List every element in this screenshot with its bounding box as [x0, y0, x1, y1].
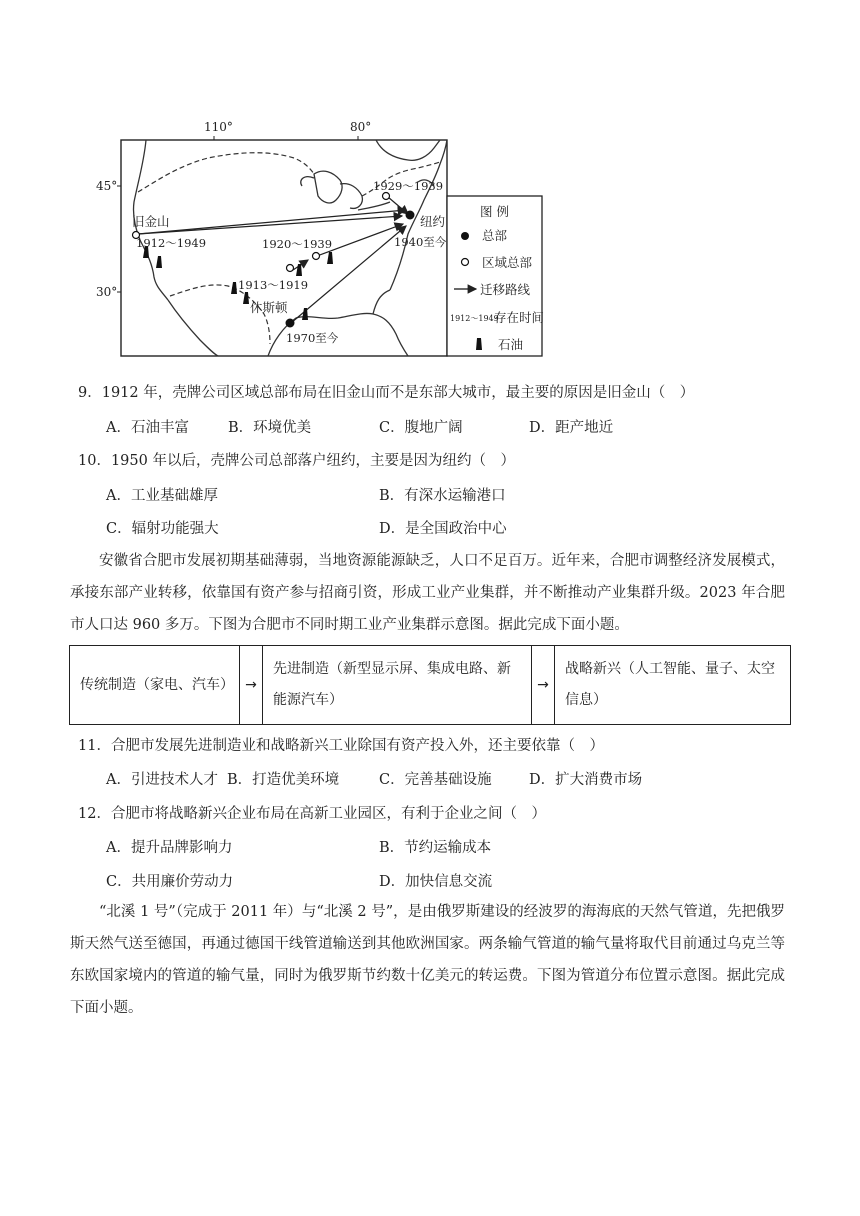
question-10-stem: 10．1950 年以后，壳牌公司总部落户纽约，主要是因为纽约（ ） [78, 453, 515, 469]
label-ne-period: 1929～1939 [373, 179, 444, 193]
q11-option-d[interactable]: D．扩大消费市场 [529, 772, 643, 788]
q10-option-c[interactable]: C．辐射功能强大 [106, 521, 219, 537]
label-mid1-period: 1920～1939 [262, 237, 333, 251]
flow-stage-strategic: 战略新兴（人工智能、量子、太空信息） [555, 646, 791, 725]
question-11-stem: 11．合肥市发展先进制造业和战略新兴工业除国有资产投入外，还主要依靠（ ） [78, 738, 604, 754]
question-9-stem: 9．1912 年，壳牌公司区域总部布局在旧金山而不是东部大城市，最主要的原因是旧金山（ ） [78, 385, 695, 401]
q9-option-c[interactable]: C．腹地广阔 [379, 420, 463, 436]
q9-option-d[interactable]: D．距产地近 [529, 420, 614, 436]
hq-newyork-marker [406, 211, 415, 220]
legend-oil-icon [476, 338, 482, 350]
q11-option-c[interactable]: C．完善基础设施 [379, 772, 492, 788]
regional-mid2-marker [313, 253, 320, 260]
hq-houston-marker [286, 319, 295, 328]
q10-option-b[interactable]: B．有深水运输港口 [379, 488, 506, 504]
legend-time-sample: 1912～1949 [450, 314, 499, 323]
regional-mid-marker [287, 265, 294, 272]
lat-label-30: 30° [96, 285, 118, 299]
q12-option-a[interactable]: A．提升品牌影响力 [106, 840, 233, 856]
label-ny: 纽约 [420, 214, 446, 229]
legend-route: 迁移路线 [480, 282, 531, 297]
label-sf: 旧金山 [132, 214, 170, 229]
q12-option-c[interactable]: C．共用廉价劳动力 [106, 874, 234, 890]
passage-hefei: 安徽省合肥市发展初期基础薄弱，当地资源能源缺乏，人口不足百万。近年来，合肥市调整经济发展模式，承接东部产业转移，依靠国有资产参与招商引资，形成工业产业集群，并不断推动产业集群升级。2023 年合肥市人口达 960 多万。下图为合肥市不同时期工业产业集群示意图。据此完成下面小题。 [70, 553, 785, 633]
question-12-stem: 12．合肥市将战略新兴企业布局在高新工业园区，有利于企业之间（ ） [78, 806, 546, 822]
flow-stage-advanced: 先进制造（新型显示屏、集成电路、新能源汽车） [263, 646, 532, 725]
flow-arrow-1: → [240, 646, 263, 725]
legend-hq-icon [461, 232, 469, 240]
lon-label-110: 110° [204, 120, 233, 134]
legend-regional-icon [462, 259, 469, 266]
q11-option-b[interactable]: B．打造优美环境 [227, 772, 340, 788]
map-legend [447, 196, 544, 356]
legend-title: 图 例 [480, 204, 509, 219]
q10-option-d[interactable]: D．是全国政治中心 [379, 521, 507, 537]
q12-option-d[interactable]: D．加快信息交流 [379, 874, 493, 890]
lat-label-45: 45° [96, 179, 118, 193]
label-ny-period: 1940至今 [394, 235, 447, 249]
q9-option-b[interactable]: B．环境优美 [228, 420, 312, 436]
q12-option-b[interactable]: B．节约运输成本 [379, 840, 492, 856]
q11-option-a[interactable]: A．引进技术人才 [106, 772, 218, 788]
q10-option-a[interactable]: A．工业基础雄厚 [106, 488, 218, 504]
regional-ne-marker [383, 193, 390, 200]
label-houston: 休斯顿 [250, 300, 288, 315]
flow-stage-traditional: 传统制造（家电、汽车） [70, 646, 240, 725]
label-mid2-period: 1913～1919 [238, 278, 309, 292]
industry-flow-diagram [69, 645, 791, 725]
legend-time: 存在时间 [494, 310, 545, 325]
lon-label-80: 80° [350, 120, 372, 134]
label-houston-period: 1970至今 [286, 331, 339, 345]
legend-hq: 总部 [482, 228, 508, 243]
q9-option-a[interactable]: A．石油丰富 [106, 420, 189, 436]
passage-nordstream: “北溪 1 号”（完成于 2011 年）与“北溪 2 号”，是由俄罗斯建设的经波罗的海海底的天然气管道，先把俄罗斯天然气送至德国，再通过德国干线管道输送到其他欧洲国家。两条输气管道的输气量将取代目前通过乌克兰等东欧国家境内的管道的输气量，同时为俄罗斯节约数十亿美元的转运费。下图为管道分布位置示意图。据此完成下面小题。 [70, 904, 785, 1016]
legend-oil: 石油 [498, 337, 524, 352]
shell-hq-map [96, 120, 545, 358]
flow-arrow-2: → [532, 646, 555, 725]
legend-regional: 区域总部 [482, 255, 533, 270]
label-sf-period: 1912～1949 [136, 236, 207, 250]
